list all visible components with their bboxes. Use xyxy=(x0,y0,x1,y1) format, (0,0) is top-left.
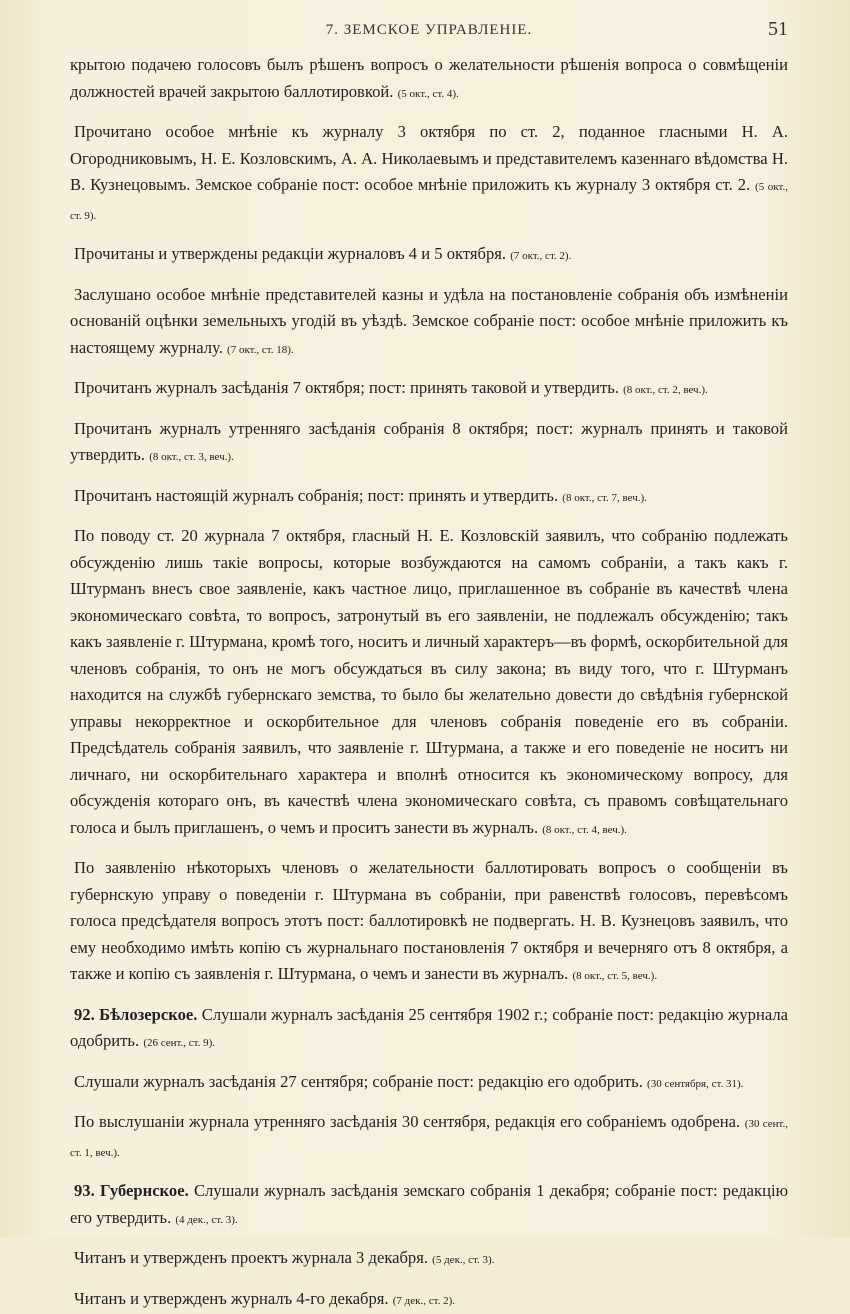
paragraph-text: Слушали журналъ засѣданія земскаго собранія 1 декабря; собраніе пост: редакцію его утвердить. xyxy=(70,1181,788,1227)
citation-ref: (7 дек., ст. 2). xyxy=(393,1295,455,1307)
paragraph-text: По поводу ст. 20 журнала 7 октября, гласный Н. Е. Козловскій заявилъ, что собранію подлежать обсужденію лишь такіе вопросы, которые возбуждаются на самомъ собраніи, а такъ какъ г. Штурманъ внесъ свое заявленіе, какъ частное лицо, приглашенное въ собраніе въ качествѣ члена экономическаго совѣта, то вопросъ, затронутый въ его заявленіи, не подлежалъ обсужденію; такъ какъ заявленіе г. Штурмана, кромѣ того, носитъ и личный характеръ—въ формѣ, оскорбительной для членовъ собранія, то онъ не могъ обсуждаться въ силу закона; въ виду того, что г. Штурманъ находится на службѣ губернскаго земства, то было бы желательно довести до свѣдѣнія губернской управы некорректное и оскорбительное для членовъ собранія поведеніе его въ собраніи. Предсѣдатель собранія заявилъ, что заявленіе г. Штурмана, а также и его поведеніе не носитъ ни личнаго, ни оскорбительнаго характера и вполнѣ относится къ экономическому вопросу, для обсужденія котораго онъ, въ качествѣ члена экономическаго совѣта, съ правомъ совѣщательнаго голоса и былъ приглашенъ, о чемъ и проситъ занести въ журналъ. xyxy=(70,526,788,837)
paragraph xyxy=(70,483,788,512)
paragraph xyxy=(70,282,788,364)
paragraph xyxy=(70,1245,788,1274)
section-heading: 93. Губернское. xyxy=(74,1181,189,1200)
header-title: 7. ЗЕМСКОЕ УПРАВЛЕНІЕ. xyxy=(326,22,533,38)
paragraph-text: Слушали журналъ засѣданія 25 сентября 1902 г.; собраніе пост: редакцію журнала одобрить. xyxy=(70,1005,788,1051)
paragraph xyxy=(70,1109,788,1166)
paragraph xyxy=(70,855,788,990)
citation-ref: (26 сент., ст. 9). xyxy=(143,1037,215,1049)
citation-ref: (4 дек., ст. 3). xyxy=(175,1214,237,1226)
paragraph-text: По выслушаніи журнала утренняго засѣданія 30 сентября, редакція его собраніемъ одобрена. xyxy=(74,1112,740,1131)
paragraph-text: Заслушано особое мнѣніе представителей казны и удѣла на постановленіе собранія объ измѣненіи основаній оцѣнки земельныхъ угодій въ уѣздѣ. Земское собраніе пост: особое мнѣніе приложить къ настоящему журналу. xyxy=(70,285,788,357)
citation-ref: (5 дек., ст. 3). xyxy=(432,1254,494,1266)
paragraph xyxy=(70,241,788,270)
paragraph-text: Прочитанъ настоящій журналъ собранія; пост: принять и утвердить. xyxy=(74,486,558,505)
citation-ref: (5 окт., ст. 4). xyxy=(398,88,459,100)
citation-ref: (8 окт., ст. 4, веч.). xyxy=(542,824,627,836)
paragraph-text: Прочитано особое мнѣніе къ журналу 3 октября по ст. 2, поданное гласными Н. А. Огородниковымъ, Н. Е. Козловскимъ, А. А. Николаевымъ и представителемъ казеннаго вѣдомства Н. В. Кузнецовымъ. Земское собраніе пост: особое мнѣніе приложить къ журналу 3 октября ст. 2. xyxy=(70,122,788,194)
paragraph-text: Читанъ и утвержденъ журналъ 4-го декабря. xyxy=(74,1289,389,1308)
citation-ref: (8 окт., ст. 2, веч.). xyxy=(623,384,708,396)
citation-ref: (8 окт., ст. 3, веч.). xyxy=(149,451,234,463)
section-heading: 92. Бѣлозерское. xyxy=(74,1005,197,1024)
paragraph-text: крытою подачею голосовъ былъ рѣшенъ вопросъ о желательности рѣшенія вопроса о совмѣщеніи должностей врачей закрытою баллотировкой. xyxy=(70,55,788,101)
paragraph xyxy=(70,1069,788,1098)
paragraph-text: Слушали журналъ засѣданія 27 сентября; собраніе пост: редакцію его одобрить. xyxy=(74,1072,643,1091)
paragraph-text: По заявленію нѣкоторыхъ членовъ о желательности баллотировать вопросъ о сообщеніи въ губернскую управу о поведеніи г. Штурмана въ собраніи, при равенствѣ голосовъ, перевѣсомъ голоса предсѣдателя вопросъ этотъ пост: баллотировкѣ не подвергать. Н. В. Кузнецовъ заявилъ, что ему необходимо имѣть копію съ журнальнаго постановленія 7 октября и вечерняго отъ 8 октября, а также и копію съ заявленія г. Штурмана, о чемъ и занести въ журналъ. xyxy=(70,858,788,983)
citation-ref: (30 сент., ст. 1, веч.). xyxy=(70,1118,788,1159)
section-paragraph xyxy=(70,1002,788,1057)
paragraph xyxy=(70,523,788,843)
citation-ref: (8 окт., ст. 5, веч.). xyxy=(572,970,657,982)
paragraph xyxy=(70,375,788,404)
citation-ref: (7 окт., ст. 2). xyxy=(510,250,571,262)
paragraph-text: Прочитанъ журналъ засѣданія 7 октября; пост: принять таковой и утвердить. xyxy=(74,378,619,397)
paragraph xyxy=(70,1286,788,1314)
section-paragraph xyxy=(70,1178,788,1233)
citation-ref: (5 окт., ст. 9). xyxy=(70,181,788,222)
running-header xyxy=(70,22,788,52)
paragraph-text: Прочитанъ журналъ утренняго засѣданія собранія 8 октября; пост: журналъ принять и таковой утвердить. xyxy=(70,419,788,465)
citation-ref: (7 окт., ст. 18). xyxy=(227,344,294,356)
paragraph xyxy=(70,52,788,107)
page-number: 51 xyxy=(768,18,788,41)
paragraph-text: Прочитаны и утверждены редакціи журналовъ 4 и 5 октября. xyxy=(74,244,506,263)
citation-ref: (8 окт., ст. 7, веч.). xyxy=(562,492,647,504)
paragraph xyxy=(70,416,788,471)
citation-ref: (30 сентября, ст. 31). xyxy=(647,1078,743,1090)
paragraph xyxy=(70,119,788,229)
paragraph-text: Читанъ и утвержденъ проектъ журнала 3 декабря. xyxy=(74,1248,428,1267)
